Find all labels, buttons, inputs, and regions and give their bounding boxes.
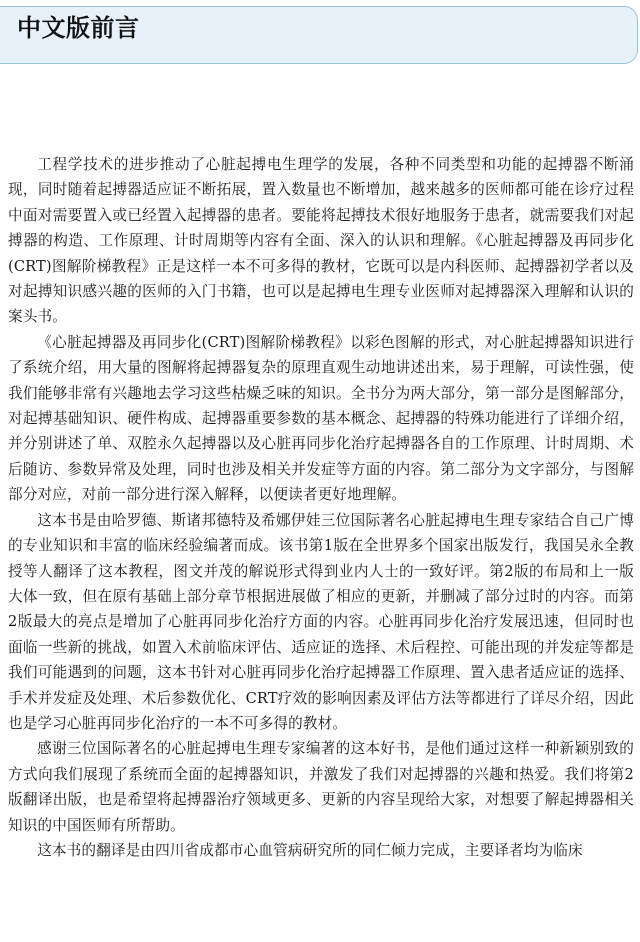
paragraph: 这本书是由哈罗德、斯诸邦德特及希娜伊娃三位国际著名心脏起搏电生理专家结合自己广博的专业知识和丰富的临床经验编著而成。该书第1版在全世界多个国家出版发行，我国吴永全教授等人翻译了这本教程，图文并茂的解说形式得到业内人士的一致好评。第2版的布局和上一版大体一致，但在原有基础上部分章节根据进展做了相应的更新，并删减了部分过时的内容。而第2版最大的亮点是增加了心脏再同步化治疗方面的内容。心脏再同步化治疗发展迅速，但同时也面临一些新的挑战，如置入术前临床评估、适应证的选择、术后程控、可能出现的并发症等都是我们可能遇到的问题，这本书针对心脏再同步化治疗起搏器工作原理、置入患者适应证的选择、手术并发症及处理、术后参数优化、CRT疗效的影响因素及评估方法等都进行了详尽介绍，因此也是学习心脏再同步化治疗的一本不可多得的教材。 xyxy=(8,511,634,732)
paragraph: 《心脏起搏器及再同步化(CRT)图解阶梯教程》以彩色图解的形式，对心脏起搏器知识进行了系统介绍，用大量的图解将起搏器复杂的原理直观生动地讲述出来，易于理解，可读性强，使我们能够非常有兴趣地去学习这些枯燥乏味的知识。全书分为两大部分，第一部分是图解部分，对起搏基础知识、硬件构成、起搏器重要参数的基本概念、起搏器的特殊功能进行了详细介绍，并分别讲述了单、双腔永久起搏器以及心脏再同步化治疗起搏器各自的工作原理、计时周期、术后随访、参数异常及处理，同时也涉及相关并发症等方面的内容。第二部分为文字部分，与图解部分对应，对前一部分进行深入解释，以便读者更好地理解。 xyxy=(8,333,634,504)
paragraph: 这本书的翻译是由四川省成都市心血管病研究所的同仁倾力完成，主要译者均为临床 xyxy=(37,841,583,859)
page-title: 中文版前言 xyxy=(17,14,140,42)
paragraph: 感谢三位国际著名的心脏起搏电生理专家编著的这本好书，是他们通过这样一种新颖别致的方式向我们展现了系统而全面的起搏器知识，并激发了我们对起搏器的兴趣和热爱。我们将第2版翻译出版，也是希望将起搏器治疗领域更多、更新的内容呈现给大家，对想要了解起搏器相关知识的中国医师有所帮助。 xyxy=(8,740,634,834)
page-header xyxy=(0,0,640,70)
paragraph: 工程学技术的进步推动了心脏起搏电生理学的发展，各种不同类型和功能的起搏器不断涌现，同时随着起搏器适应证不断拓展，置入数量也不断增加，越来越多的医师都可能在诊疗过程中面对需要置入或已经置入起搏器的患者。要能将起搏技术很好地服务于患者，就需要我们对起搏器的构造、工作原理、计时周期等内容有全面、深入的认识和理解。《心脏起搏器及再同步化(CRT)图解阶梯教程》正是这样一本不可多得的教材，它既可以是内科医师、起搏器初学者以及对起搏知识感兴趣的医师的入门书籍，也可以是起搏电生理专业医师对起搏器深入理解和认识的案头书。 xyxy=(8,156,634,326)
preface-body xyxy=(8,152,634,863)
